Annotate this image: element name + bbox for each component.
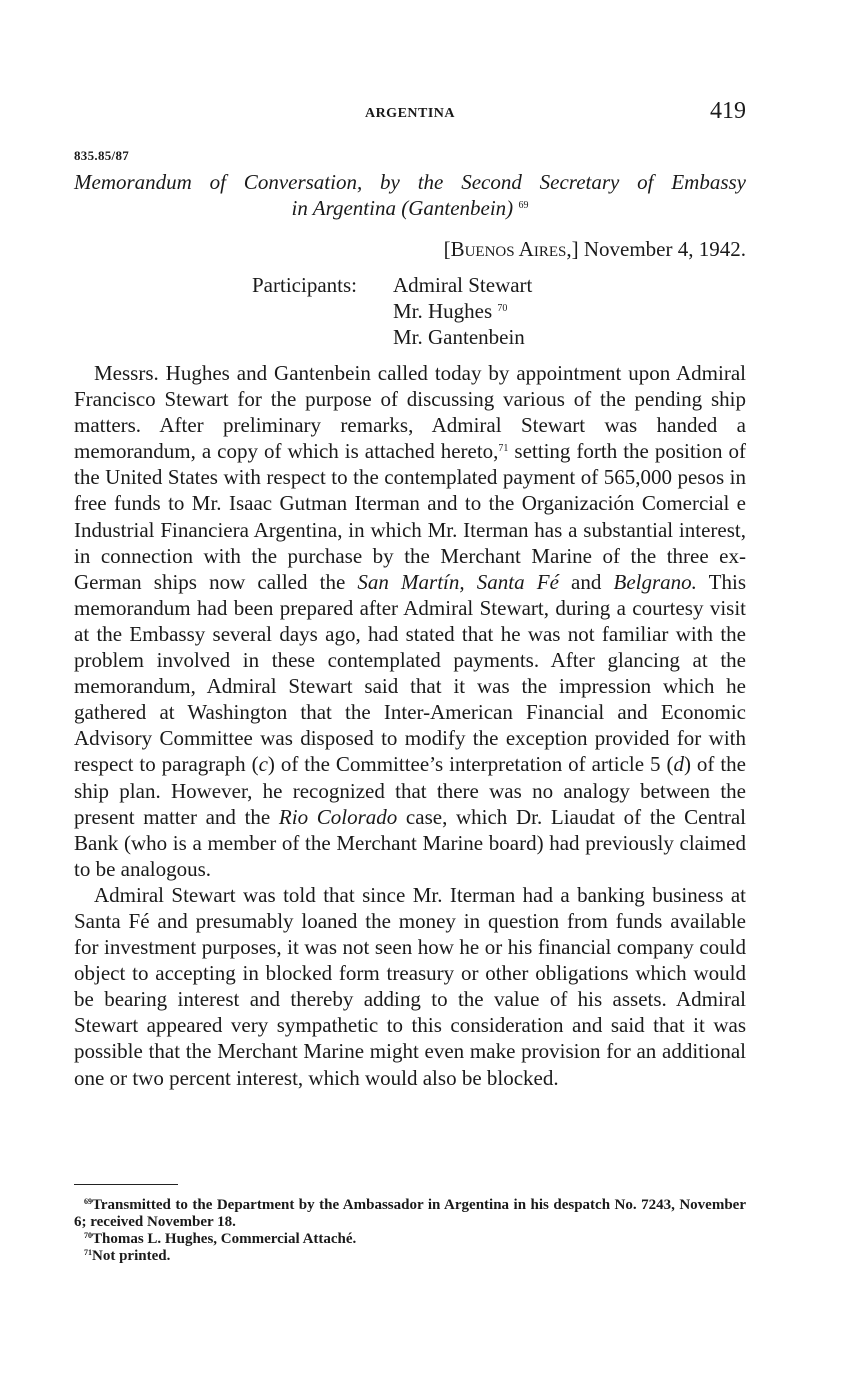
case-name: Rio Colorado: [278, 804, 398, 829]
dateline: [444, 237, 746, 262]
participants-row-2: [252, 298, 532, 324]
memo-title-line-1: Memorandum of Conversation, by the Second Secretary of Embassy: [74, 170, 746, 194]
file-number: 835.85/87: [74, 148, 130, 163]
participant-name: Mr. Gantenbein: [393, 325, 525, 349]
dateline-date: November 4, 1942.: [583, 237, 746, 261]
footnote-70: $^{70}$Thomas L. Hughes, Commercial Attaché.: [84, 1231, 357, 1247]
footnote-divider: [74, 1184, 178, 1185]
participant-name: Admiral Stewart: [393, 273, 533, 297]
participants-row-1: [252, 272, 532, 298]
page-header: [74, 98, 746, 128]
footnote-ref-69: 69: [518, 200, 529, 211]
memo-title: [74, 169, 746, 221]
participant-name: Mr. Hughes: [393, 299, 493, 323]
body-paragraph-2: Admiral Stewart was told that since Mr. Iterman had a banking business at Santa Fé and presumably loaned the money in question from funds available for investment purposes, it was not seen how he or his financial company could object to accepting in blocked form treasury or other obligations which would be bearing interest and thereby adding to the value of his assets. Admiral Stewart appeared very sympathetic to this consideration and said that it was possible that the Merchant Marine might even make provision for an additional one or two percent interest, which would also be blocked.: [74, 882, 746, 1090]
participants-row-3: [252, 324, 532, 350]
footnote-71: $^{71}$Not printed.: [84, 1248, 171, 1264]
page-number: 419: [710, 98, 746, 124]
dateline-place: Buenos Aires: [450, 237, 567, 261]
running-head: ARGENTINA: [364, 106, 456, 121]
ship-name: Belgrano.: [613, 569, 697, 594]
body-text: [74, 360, 746, 1091]
footnote-69: $^{69}$Transmitted to the Department by the Ambassador in Argentina in his despatch No. 7243, November 6; received November 18.: [74, 1197, 746, 1230]
dateline-close-bracket: ,]: [566, 237, 579, 261]
participants-label: Participants:: [252, 273, 357, 297]
memo-title-line-2-text: in Argentina (Gantenbein): [291, 196, 514, 220]
footnotes: [74, 1197, 746, 1265]
footnote-ref-70: 70: [497, 303, 508, 314]
footnote-ref-71: 71: [498, 443, 509, 455]
ship-name: San Martín,: [357, 569, 465, 594]
memo-title-line-2: [74, 195, 746, 221]
participants: [252, 272, 532, 350]
ship-name: Santa Fé: [476, 569, 559, 594]
body-paragraph-1: Messrs. Hughes and Gantenbein called today by appointment upon Admiral Francisco Stewart for the purpose of discussing various of the pending ship matters. After preliminary remarks, Admiral Stewart was handed a memorandum, a copy of which is attached hereto,$^{71}$ setting forth the position of the United States with respect to the contemplated payment of 565,000 pesos in free funds to Mr. Isaac Gutman Iterman and to the Organización Comercial e Industrial Financiera Argentina, in which Mr. Iterman has a substantial interest, in connection with the purchase by the Merchant Marine of the three ex-German ships now called the San Martín, Santa Fé and Belgrano. This memorandum had been prepared after Admiral Stewart, during a courtesy visit at the Embassy several days ago, had stated that he was not familiar with the problem involved in these contemplated payments. After glancing at the memorandum, Admiral Stewart said that it was the impression which he gathered at Washington that the Inter-American Financial and Economic Advisory Committee was disposed to modify the exception provided for with respect to paragraph (c) of the Committee’s interpretation of article 5 (d) of the ship plan. However, he recognized that there was no analogy between the present matter and the Rio Colorado case, which Dr. Liaudat of the Central Bank (who is a member of the Merchant Marine board) had previously claimed to be analogous.: [74, 361, 746, 881]
dateline-open-bracket: [: [443, 237, 451, 261]
